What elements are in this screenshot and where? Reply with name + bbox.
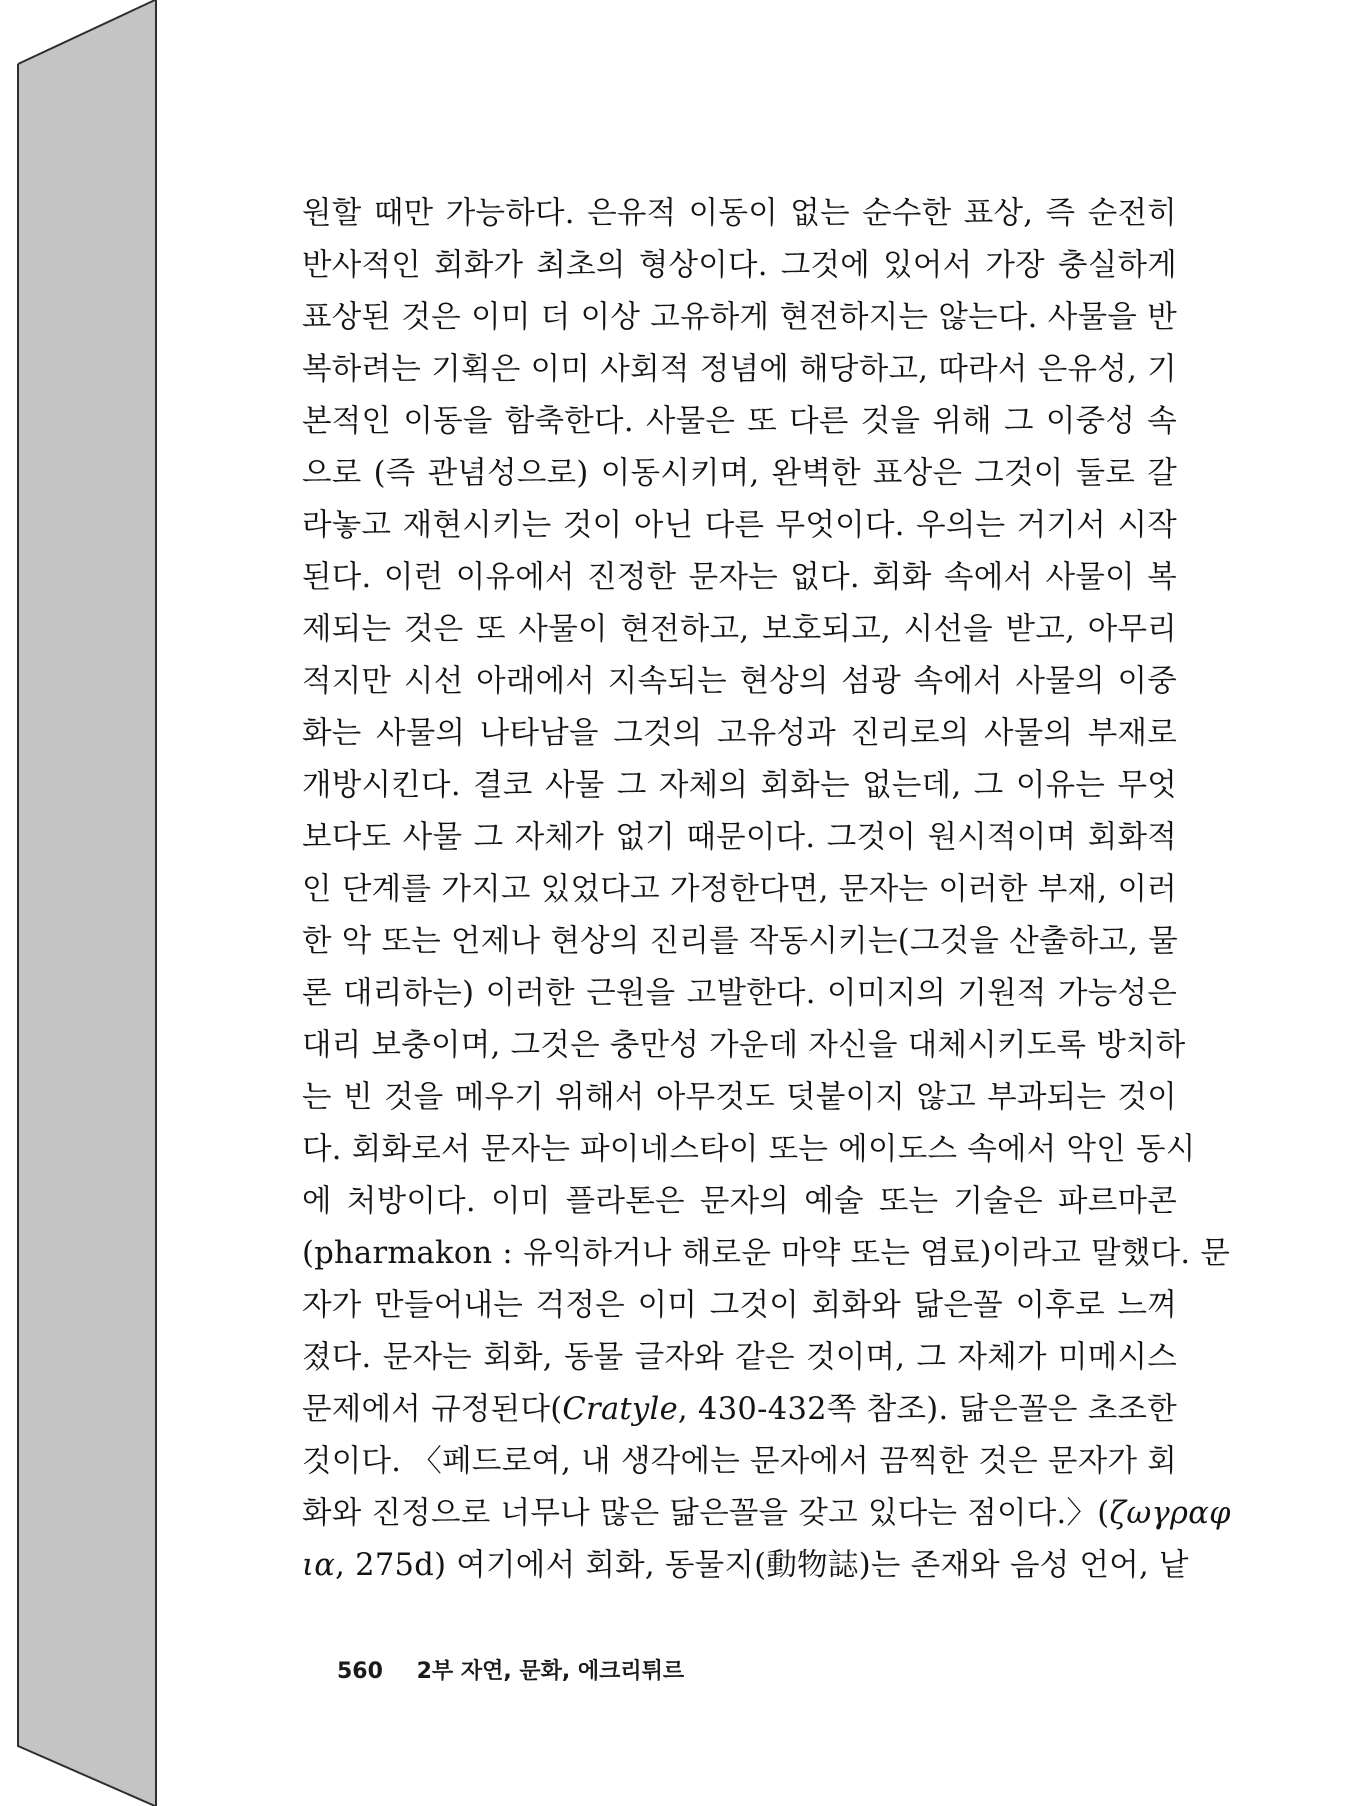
text-segment: 화와 진정으로 너무나 많은 닮은꼴을 갖고 있다는 점이다.〉(: [302, 1496, 1110, 1531]
text-line: 제되는 것은 또 사물이 현전하고, 보호되고, 시선을 받고, 아무리: [302, 612, 1177, 647]
text-segment: Cratyle: [562, 1392, 678, 1427]
text-line: 표상된 것은 이미 더 이상 고유하게 현전하지는 않는다. 사물을 반: [302, 300, 1177, 335]
text-line: 복하려는 기획은 이미 사회적 정념에 해당하고, 따라서 은유성, 기: [302, 352, 1177, 387]
text-line: 인 단계를 가지고 있었다고 가정한다면, 문자는 이러한 부재, 이러: [302, 872, 1177, 907]
page-number: 560: [337, 1659, 383, 1684]
text-line: [302, 1540, 1189, 1592]
text-line: (pharmakon : 유익하거나 해로운 마약 또는 염료)이라고 말했다. 문: [302, 1236, 1231, 1271]
text-line: 다. 회화로서 문자는 파이네스타이 또는 에이도스 속에서 악인 동시: [302, 1132, 1196, 1167]
text-line: 적지만 시선 아래에서 지속되는 현상의 섬광 속에서 사물의 이중: [302, 664, 1177, 699]
text-segment: ζωγραφ: [1109, 1496, 1231, 1531]
text-line: 된다. 이런 이유에서 진정한 문자는 없다. 회화 속에서 사물이 복: [302, 560, 1177, 595]
text-line: 것이다. 〈페드로여, 내 생각에는 문자에서 끔찍한 것은 문자가 회: [302, 1444, 1177, 1479]
text-line: 반사적인 회화가 최초의 형상이다. 그것에 있어서 가장 충실하게: [302, 248, 1177, 283]
text-line: 으로 (즉 관념성으로) 이동시키며, 완벽한 표상은 그것이 둘로 갈: [302, 456, 1177, 491]
running-title: 2부 자연, 문화, 에크리튀르: [416, 1659, 685, 1684]
text-line: [302, 1384, 1177, 1436]
text-line: 한 악 또는 언제나 현상의 진리를 작동시키는(그것을 산출하고, 물: [302, 924, 1178, 959]
text-segment: , 275d) 여기에서 회화, 동물지(動物誌)는 존재와 음성 언어, 낱: [335, 1548, 1189, 1583]
page-footer: [337, 1654, 684, 1685]
text-line: 는 빈 것을 메우기 위해서 아무것도 덧붙이지 않고 부과되는 것이: [302, 1080, 1177, 1115]
book-page: [155, 0, 1354, 1806]
text-line: 라놓고 재현시키는 것이 아닌 다른 무엇이다. 우의는 거기서 시작: [302, 508, 1177, 543]
text-line: 졌다. 문자는 회화, 동물 글자와 같은 것이며, 그 자체가 미메시스: [302, 1340, 1177, 1375]
text-line: 본적인 이동을 함축한다. 사물은 또 다른 것을 위해 그 이중성 속: [302, 404, 1177, 439]
text-line: [302, 1488, 1231, 1540]
text-segment: 문제에서 규정된다(: [302, 1392, 563, 1427]
text-line: 론 대리하는) 이러한 근원을 고발한다. 이미지의 기원적 가능성은: [302, 976, 1177, 1011]
text-line: 에 처방이다. 이미 플라톤은 문자의 예술 또는 기술은 파르마콘: [302, 1184, 1177, 1219]
text-line: 보다도 사물 그 자체가 없기 때문이다. 그것이 원시적이며 회화적: [302, 820, 1177, 855]
book-spine: [0, 0, 160, 1806]
text-line: 화는 사물의 나타남을 그것의 고유성과 진리로의 사물의 부재로: [302, 716, 1177, 751]
text-line: 개방시킨다. 결코 사물 그 자체의 회화는 없는데, 그 이유는 무엇: [302, 768, 1177, 803]
text-line: 대리 보충이며, 그것은 충만성 가운데 자신을 대체시키도록 방치하: [302, 1028, 1186, 1063]
text-line: 자가 만들어내는 걱정은 이미 그것이 회화와 닮은꼴 이후로 느껴: [302, 1288, 1177, 1323]
body-text: [302, 188, 1231, 1592]
text-segment: , 430-432쪽 참조). 닮은꼴은 초조한: [677, 1392, 1177, 1427]
text-segment: ια: [302, 1548, 336, 1583]
text-line: 원할 때만 가능하다. 은유적 이동이 없는 순수한 표상, 즉 순전히: [302, 196, 1177, 231]
